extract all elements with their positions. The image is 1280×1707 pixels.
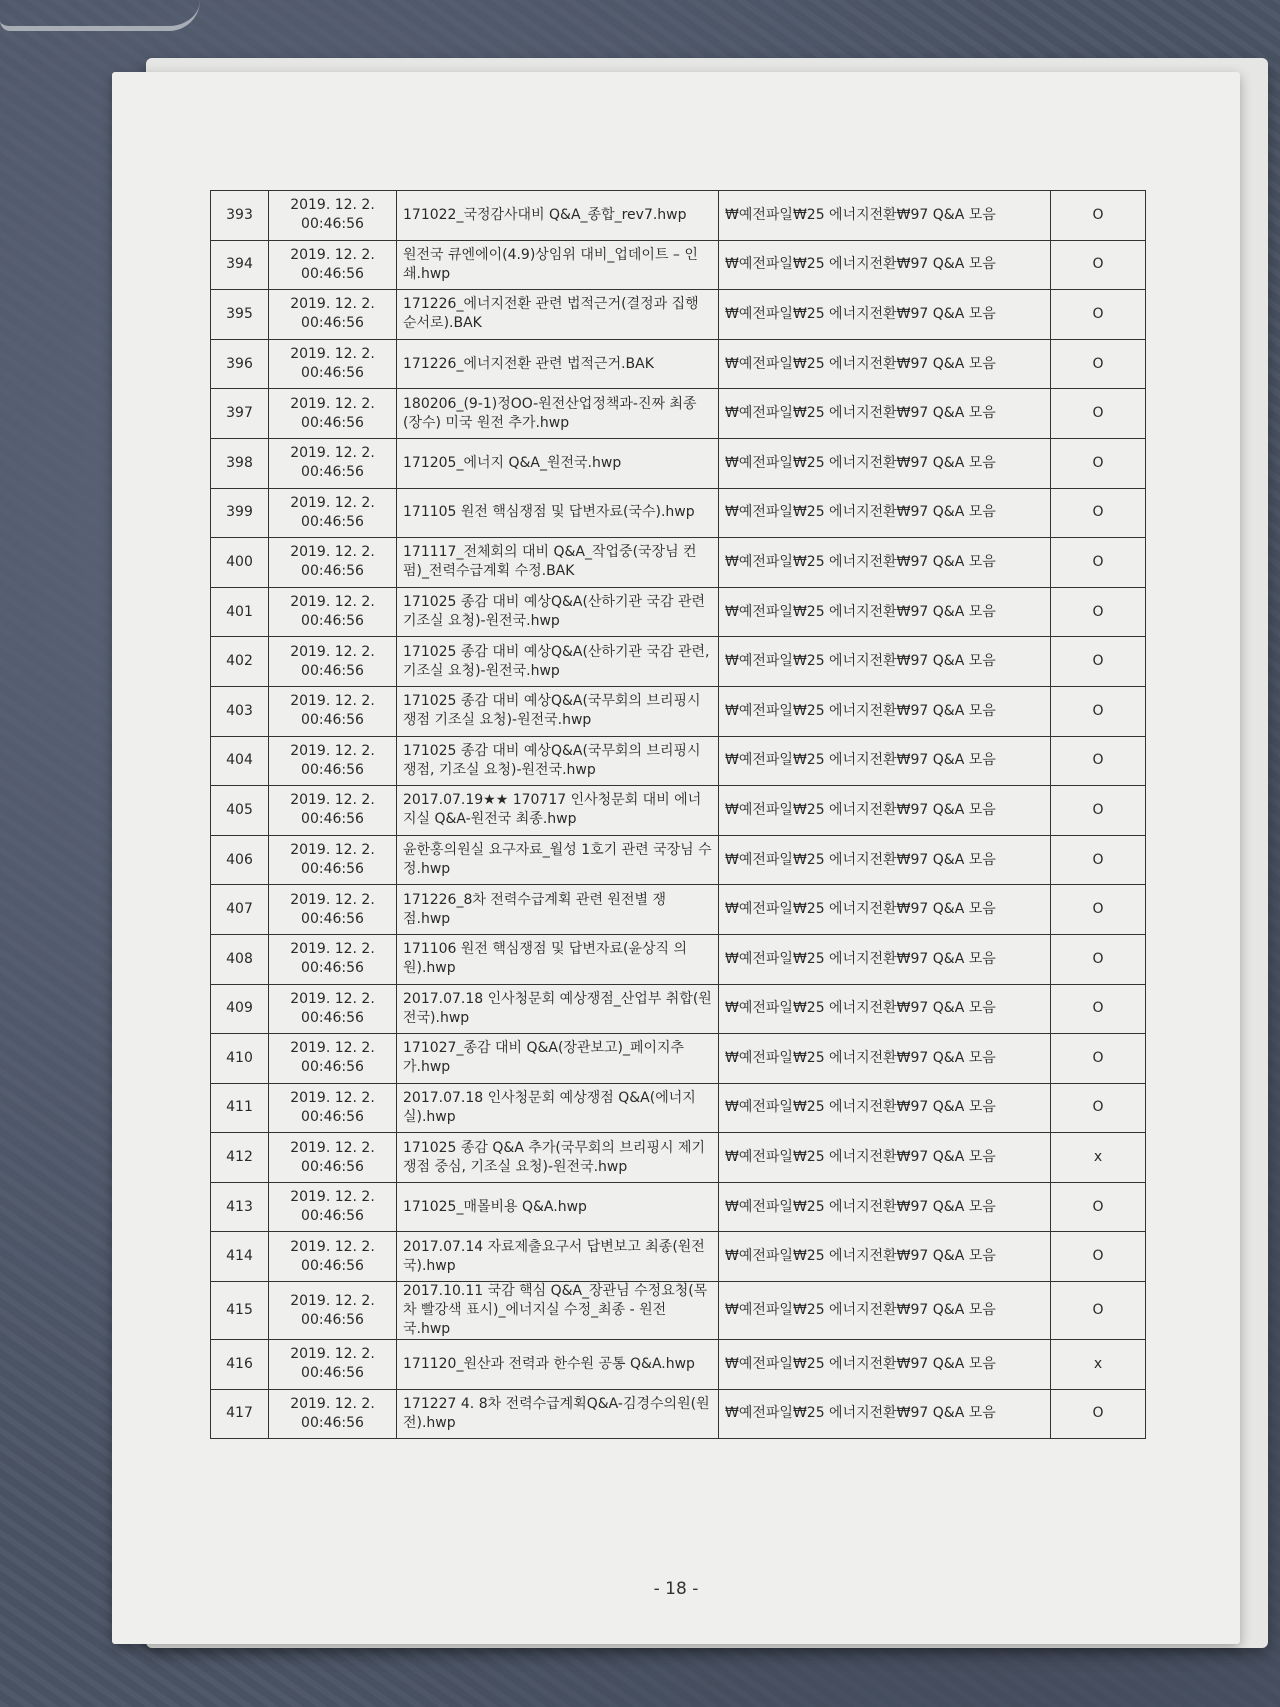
- table-row: [211, 1083, 1146, 1133]
- file-list-body: [211, 191, 1146, 1439]
- row-time: 00:46:56: [301, 761, 364, 778]
- row-number: 404: [211, 736, 269, 786]
- row-mark: O: [1051, 1389, 1146, 1439]
- row-mark: O: [1051, 438, 1146, 488]
- row-filename: 원전국 큐엔에이(4.9)상임위 대비_업데이트 – 인쇄.hwp: [397, 240, 719, 290]
- row-mark: O: [1051, 339, 1146, 389]
- row-filename: 171205_에너지 Q&A_원전국.hwp: [397, 438, 719, 488]
- row-filename: 2017.07.19★★ 170717 인사청문회 대비 에너지실 Q&A-원전국 최종.hwp: [397, 786, 719, 836]
- row-mark: O: [1051, 1282, 1146, 1340]
- row-filename: 2017.07.18 인사청문회 예상쟁점_산업부 취합(원전국).hwp: [397, 984, 719, 1034]
- table-row: [211, 984, 1146, 1034]
- row-path: ₩예전파일₩25 에너지전환₩97 Q&A 모음: [719, 934, 1051, 984]
- table-row: [211, 637, 1146, 687]
- row-date: 2019. 12. 2.: [290, 246, 375, 263]
- row-path: ₩예전파일₩25 에너지전환₩97 Q&A 모음: [719, 1232, 1051, 1282]
- table-row: [211, 835, 1146, 885]
- row-path: ₩예전파일₩25 에너지전환₩97 Q&A 모음: [719, 686, 1051, 736]
- table-row: [211, 538, 1146, 588]
- row-filename: 171022_국정감사대비 Q&A_종합_rev7.hwp: [397, 191, 719, 241]
- row-filename: 171227 4. 8차 전력수급계획Q&A-김경수의원(원전).hwp: [397, 1389, 719, 1439]
- table-row: [211, 934, 1146, 984]
- row-datetime: [269, 290, 397, 340]
- row-time: 00:46:56: [301, 414, 364, 431]
- row-number: 406: [211, 835, 269, 885]
- row-time: 00:46:56: [301, 960, 364, 977]
- table-row: [211, 191, 1146, 241]
- row-date: 2019. 12. 2.: [290, 1139, 375, 1156]
- row-number: 417: [211, 1389, 269, 1439]
- row-date: 2019. 12. 2.: [290, 742, 375, 759]
- row-path: ₩예전파일₩25 에너지전환₩97 Q&A 모음: [719, 1389, 1051, 1439]
- row-path: ₩예전파일₩25 에너지전환₩97 Q&A 모음: [719, 1182, 1051, 1232]
- row-filename: 171120_원산과 전력과 한수원 공통 Q&A.hwp: [397, 1340, 719, 1390]
- row-time: 00:46:56: [301, 1059, 364, 1076]
- table-row: [211, 587, 1146, 637]
- table-row: [211, 339, 1146, 389]
- row-date: 2019. 12. 2.: [290, 1292, 375, 1309]
- row-datetime: [269, 587, 397, 637]
- row-path: ₩예전파일₩25 에너지전환₩97 Q&A 모음: [719, 1282, 1051, 1340]
- row-mark: O: [1051, 736, 1146, 786]
- row-time: 00:46:56: [301, 662, 364, 679]
- row-time: 00:46:56: [301, 216, 364, 233]
- row-number: 412: [211, 1133, 269, 1183]
- row-mark: O: [1051, 290, 1146, 340]
- row-number: 394: [211, 240, 269, 290]
- row-mark: O: [1051, 240, 1146, 290]
- row-filename: 171226_에너지전환 관련 법적근거.BAK: [397, 339, 719, 389]
- row-datetime: [269, 1083, 397, 1133]
- row-number: 402: [211, 637, 269, 687]
- row-path: ₩예전파일₩25 에너지전환₩97 Q&A 모음: [719, 984, 1051, 1034]
- row-datetime: [269, 1340, 397, 1390]
- row-number: 400: [211, 538, 269, 588]
- row-datetime: [269, 637, 397, 687]
- row-path: ₩예전파일₩25 에너지전환₩97 Q&A 모음: [719, 389, 1051, 439]
- table-row: [211, 1340, 1146, 1390]
- row-path: ₩예전파일₩25 에너지전환₩97 Q&A 모음: [719, 637, 1051, 687]
- row-filename: 171117_전체회의 대비 Q&A_작업중(국장님 컨펌)_전력수급계획 수정.BAK: [397, 538, 719, 588]
- row-time: 00:46:56: [301, 1009, 364, 1026]
- row-time: 00:46:56: [301, 1158, 364, 1175]
- row-time: 00:46:56: [301, 1311, 364, 1328]
- row-datetime: [269, 1389, 397, 1439]
- row-number: 413: [211, 1182, 269, 1232]
- table-row: [211, 1389, 1146, 1439]
- row-time: 00:46:56: [301, 513, 364, 530]
- row-number: 398: [211, 438, 269, 488]
- row-mark: O: [1051, 835, 1146, 885]
- row-datetime: [269, 438, 397, 488]
- row-datetime: [269, 389, 397, 439]
- row-number: 403: [211, 686, 269, 736]
- row-datetime: [269, 984, 397, 1034]
- table-row: [211, 488, 1146, 538]
- row-time: 00:46:56: [301, 265, 364, 282]
- row-date: 2019. 12. 2.: [290, 594, 375, 611]
- row-filename: 171025 종감 대비 예상Q&A(산하기관 국감 관련 기조실 요청)-원전국.hwp: [397, 587, 719, 637]
- row-time: 00:46:56: [301, 712, 364, 729]
- row-filename: 171226_8차 전력수급계획 관련 원전별 쟁점.hwp: [397, 885, 719, 935]
- row-time: 00:46:56: [301, 811, 364, 828]
- row-mark: O: [1051, 637, 1146, 687]
- row-path: ₩예전파일₩25 에너지전환₩97 Q&A 모음: [719, 438, 1051, 488]
- row-path: ₩예전파일₩25 에너지전환₩97 Q&A 모음: [719, 1083, 1051, 1133]
- row-time: 00:46:56: [301, 1257, 364, 1274]
- row-filename: 171025 종감 대비 예상Q&A(국무회의 브리핑시 쟁점, 기조실 요청)-원전국.hwp: [397, 736, 719, 786]
- row-date: 2019. 12. 2.: [290, 643, 375, 660]
- row-datetime: [269, 885, 397, 935]
- row-mark: O: [1051, 191, 1146, 241]
- row-number: 415: [211, 1282, 269, 1340]
- row-number: 407: [211, 885, 269, 935]
- document-page: [112, 72, 1240, 1644]
- row-time: 00:46:56: [301, 563, 364, 580]
- row-time: 00:46:56: [301, 365, 364, 382]
- row-mark: O: [1051, 686, 1146, 736]
- row-date: 2019. 12. 2.: [290, 1238, 375, 1255]
- row-mark: x: [1051, 1340, 1146, 1390]
- row-mark: O: [1051, 1034, 1146, 1084]
- table-row: [211, 1182, 1146, 1232]
- row-number: 393: [211, 191, 269, 241]
- row-time: 00:46:56: [301, 464, 364, 481]
- row-filename: 윤한홍의원실 요구자료_월성 1호기 관련 국장님 수정.hwp: [397, 835, 719, 885]
- row-date: 2019. 12. 2.: [290, 1089, 375, 1106]
- row-filename: 171025 종감 대비 예상Q&A(산하기관 국감 관련, 기조실 요청)-원전국.hwp: [397, 637, 719, 687]
- row-mark: O: [1051, 1083, 1146, 1133]
- row-datetime: [269, 339, 397, 389]
- row-time: 00:46:56: [301, 1208, 364, 1225]
- row-filename: 2017.07.14 자료제출요구서 답변보고 최종(원전국).hwp: [397, 1232, 719, 1282]
- row-mark: O: [1051, 984, 1146, 1034]
- row-datetime: [269, 1182, 397, 1232]
- row-mark: O: [1051, 488, 1146, 538]
- row-number: 416: [211, 1340, 269, 1390]
- row-time: 00:46:56: [301, 1414, 364, 1431]
- row-date: 2019. 12. 2.: [290, 1189, 375, 1206]
- row-path: ₩예전파일₩25 에너지전환₩97 Q&A 모음: [719, 290, 1051, 340]
- row-path: ₩예전파일₩25 에너지전환₩97 Q&A 모음: [719, 538, 1051, 588]
- row-mark: O: [1051, 934, 1146, 984]
- table-row: [211, 1133, 1146, 1183]
- table-row: [211, 885, 1146, 935]
- row-date: 2019. 12. 2.: [290, 842, 375, 859]
- row-path: ₩예전파일₩25 에너지전환₩97 Q&A 모음: [719, 835, 1051, 885]
- row-date: 2019. 12. 2.: [290, 395, 375, 412]
- row-path: ₩예전파일₩25 에너지전환₩97 Q&A 모음: [719, 240, 1051, 290]
- row-number: 411: [211, 1083, 269, 1133]
- row-filename: 171106 원전 핵심쟁점 및 답변자료(윤상직 의원).hwp: [397, 934, 719, 984]
- row-number: 414: [211, 1232, 269, 1282]
- row-datetime: [269, 686, 397, 736]
- row-date: 2019. 12. 2.: [290, 1040, 375, 1057]
- row-number: 395: [211, 290, 269, 340]
- table-row: [211, 786, 1146, 836]
- row-datetime: [269, 538, 397, 588]
- row-datetime: [269, 488, 397, 538]
- row-datetime: [269, 1133, 397, 1183]
- row-date: 2019. 12. 2.: [290, 544, 375, 561]
- row-filename: 171105 원전 핵심쟁점 및 답변자료(국수).hwp: [397, 488, 719, 538]
- row-datetime: [269, 786, 397, 836]
- row-time: 00:46:56: [301, 613, 364, 630]
- row-mark: O: [1051, 1232, 1146, 1282]
- row-date: 2019. 12. 2.: [290, 792, 375, 809]
- row-datetime: [269, 191, 397, 241]
- row-filename: 171025 종감 대비 예상Q&A(국무회의 브리핑시 쟁점 기조실 요청)-원전국.hwp: [397, 686, 719, 736]
- row-date: 2019. 12. 2.: [290, 197, 375, 214]
- table-row: [211, 1232, 1146, 1282]
- row-number: 408: [211, 934, 269, 984]
- row-filename: 171027_종감 대비 Q&A(장관보고)_페이지추가.hwp: [397, 1034, 719, 1084]
- row-mark: O: [1051, 786, 1146, 836]
- row-datetime: [269, 835, 397, 885]
- row-filename: 180206_(9-1)정OO-원전산업정책과-진짜 최종(장수) 미국 원전 추가.hwp: [397, 389, 719, 439]
- row-filename: 171025_매몰비용 Q&A.hwp: [397, 1182, 719, 1232]
- row-date: 2019. 12. 2.: [290, 990, 375, 1007]
- row-datetime: [269, 1232, 397, 1282]
- row-number: 396: [211, 339, 269, 389]
- row-mark: O: [1051, 587, 1146, 637]
- table-row: [211, 1282, 1146, 1340]
- row-path: ₩예전파일₩25 에너지전환₩97 Q&A 모음: [719, 1133, 1051, 1183]
- row-time: 00:46:56: [301, 1108, 364, 1125]
- row-date: 2019. 12. 2.: [290, 941, 375, 958]
- row-date: 2019. 12. 2.: [290, 346, 375, 363]
- row-number: 401: [211, 587, 269, 637]
- row-path: ₩예전파일₩25 에너지전환₩97 Q&A 모음: [719, 488, 1051, 538]
- background-necklace: [0, 0, 200, 31]
- row-mark: x: [1051, 1133, 1146, 1183]
- row-date: 2019. 12. 2.: [290, 445, 375, 462]
- row-mark: O: [1051, 389, 1146, 439]
- row-date: 2019. 12. 2.: [290, 494, 375, 511]
- row-number: 409: [211, 984, 269, 1034]
- row-path: ₩예전파일₩25 에너지전환₩97 Q&A 모음: [719, 1340, 1051, 1390]
- row-mark: O: [1051, 538, 1146, 588]
- row-datetime: [269, 1282, 397, 1340]
- row-number: 399: [211, 488, 269, 538]
- row-path: ₩예전파일₩25 에너지전환₩97 Q&A 모음: [719, 587, 1051, 637]
- row-datetime: [269, 736, 397, 786]
- row-datetime: [269, 934, 397, 984]
- table-row: [211, 290, 1146, 340]
- row-date: 2019. 12. 2.: [290, 693, 375, 710]
- row-datetime: [269, 1034, 397, 1084]
- row-mark: O: [1051, 885, 1146, 935]
- row-date: 2019. 12. 2.: [290, 1346, 375, 1363]
- row-filename: 171025 종감 Q&A 추가(국무회의 브리핑시 제기 쟁점 중심, 기조실 요청)-원전국.hwp: [397, 1133, 719, 1183]
- row-filename: 2017.07.18 인사청문회 예상쟁점 Q&A(에너지실).hwp: [397, 1083, 719, 1133]
- table-row: [211, 389, 1146, 439]
- row-path: ₩예전파일₩25 에너지전환₩97 Q&A 모음: [719, 339, 1051, 389]
- table-row: [211, 736, 1146, 786]
- row-path: ₩예전파일₩25 에너지전환₩97 Q&A 모음: [719, 191, 1051, 241]
- page-number: - 18 -: [653, 1579, 699, 1599]
- row-time: 00:46:56: [301, 861, 364, 878]
- row-time: 00:46:56: [301, 1365, 364, 1382]
- row-path: ₩예전파일₩25 에너지전환₩97 Q&A 모음: [719, 885, 1051, 935]
- row-time: 00:46:56: [301, 315, 364, 332]
- row-date: 2019. 12. 2.: [290, 891, 375, 908]
- row-number: 397: [211, 389, 269, 439]
- row-path: ₩예전파일₩25 에너지전환₩97 Q&A 모음: [719, 736, 1051, 786]
- table-row: [211, 240, 1146, 290]
- table-row: [211, 1034, 1146, 1084]
- table-row: [211, 686, 1146, 736]
- row-mark: O: [1051, 1182, 1146, 1232]
- row-number: 405: [211, 786, 269, 836]
- row-path: ₩예전파일₩25 에너지전환₩97 Q&A 모음: [719, 1034, 1051, 1084]
- row-number: 410: [211, 1034, 269, 1084]
- file-list-table: [210, 190, 1146, 1439]
- row-time: 00:46:56: [301, 910, 364, 927]
- row-date: 2019. 12. 2.: [290, 296, 375, 313]
- row-filename: 171226_에너지전환 관련 법적근거(결정과 집행 순서로).BAK: [397, 290, 719, 340]
- table-row: [211, 438, 1146, 488]
- row-datetime: [269, 240, 397, 290]
- row-filename: 2017.10.11 국감 핵심 Q&A_장관님 수정요청(목차 빨강색 표시)_에너지실 수정_최종 - 원전국.hwp: [397, 1282, 719, 1340]
- row-date: 2019. 12. 2.: [290, 1395, 375, 1412]
- row-path: ₩예전파일₩25 에너지전환₩97 Q&A 모음: [719, 786, 1051, 836]
